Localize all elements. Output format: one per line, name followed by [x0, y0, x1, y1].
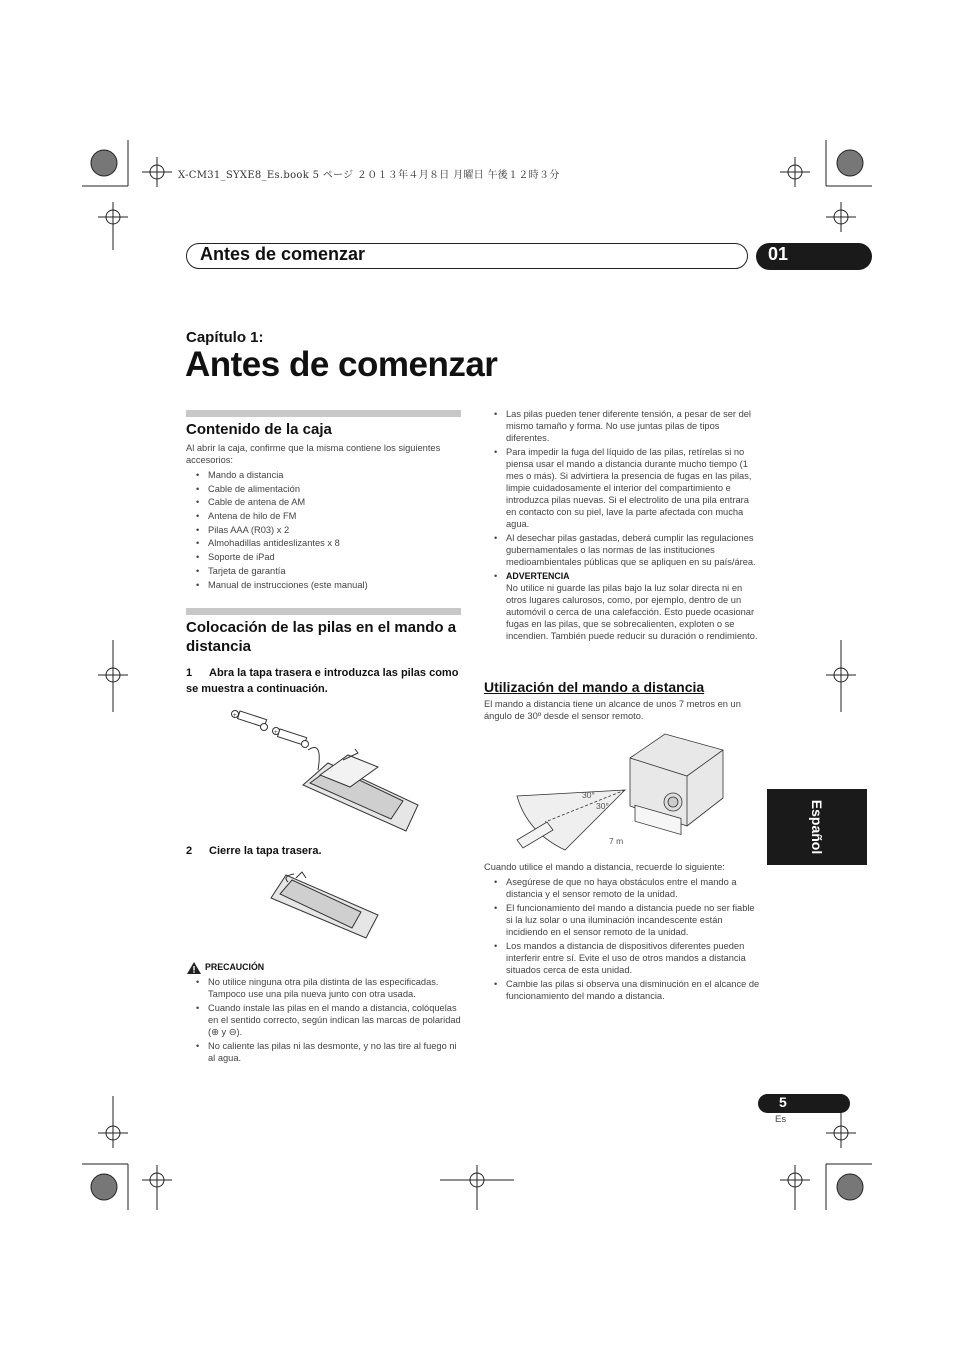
page-number-badge [758, 1094, 850, 1113]
list-item: • Almohadillas antideslizantes x 8 [186, 537, 461, 549]
step-1-number: 1 [186, 667, 193, 679]
list-item: • Cable de alimentación [186, 483, 461, 495]
list-item: • Mando a distancia [186, 469, 461, 481]
caution-label: PRECAUCIÓN [205, 962, 265, 972]
step-2 [186, 843, 461, 859]
step-2-number: 2 [186, 845, 193, 857]
caution-list [186, 976, 462, 1066]
warning-item [484, 570, 758, 642]
book-info-line: X-CM31_SYXE8_Es.book 5 ページ ２０１３年４月８日 月曜日 午後１２時３分 [178, 170, 560, 181]
list-item: • Al desechar pilas gastadas, deberá cumplir las regulaciones gubernamentales o las normas de las instituciones medioambientales públicas que se apliquen en su país/área. [484, 532, 758, 568]
svg-text:+: + [233, 713, 237, 719]
section-bar [186, 410, 461, 417]
header-title: Antes de comenzar [200, 244, 366, 264]
distance-label: 7 m [609, 836, 624, 846]
remote-use-lead: Cuando utilice el mando a distancia, recuerde lo siguiente: [484, 862, 725, 872]
list-item: • No utilice ninguna otra pila distinta de las especificadas. Tampoco use una pila nueva junto con otra usada. [186, 976, 462, 1000]
batteries-section [186, 618, 461, 656]
angle-bottom-label: 30° [596, 801, 609, 811]
caution-icon [187, 962, 201, 974]
step-1-text: Abra la tapa trasera e introduzca las pilas como se muestra a continuación. [186, 667, 459, 695]
list-item: • Las pilas pueden tener diferente tensión, a pesar de ser del mismo tamaño y forma. No use juntas pilas de tipos diferentes. [484, 408, 758, 444]
list-item: • Pilas AAA (R03) x 2 [186, 524, 461, 536]
remote-use-section [484, 678, 758, 722]
language-tab-label: Español [809, 799, 825, 855]
list-item: • Los mandos a distancia de dispositivos diferentes pueden interferir entre sí. Evite el uso de otros mandos a distancia situados cerca de esta unidad. [484, 940, 760, 976]
warning-text: No utilice ni guarde las pilas bajo la luz solar directa ni en otros lugares calurosos, como, por ejemplo, dentro de un automóvil o cerca de una calefacción. Esto puede ocasionar fugas en las pilas, que se sobrecalienten, exploten o se incendien. También puede reducir su duración o rendimiento. [506, 583, 758, 641]
list-item: • Tarjeta de garantía [186, 565, 461, 577]
list-item: • Soporte de iPad [186, 551, 461, 563]
page-number: 5 [779, 1094, 787, 1110]
remote-range-diagram [505, 728, 765, 853]
list-item: • Cable de antena de AM [186, 496, 461, 508]
box-contents-heading: Contenido de la caja [186, 421, 332, 438]
battery-notes-list [484, 408, 758, 644]
svg-text:+: + [274, 730, 278, 736]
list-item: • Manual de instrucciones (este manual) [186, 579, 461, 591]
list-item: • Antena de hilo de FM [186, 510, 461, 522]
accessories-list [186, 469, 461, 591]
battery-insertion-illustration [228, 705, 428, 835]
warning-label: • ADVERTENCIA [506, 571, 570, 581]
page-language-code: Es [775, 1114, 787, 1125]
list-item: • Cambie las pilas si observa una disminución en el alcance de funcionamiento del mando a distancia. [484, 978, 760, 1002]
list-item: • Para impedir la fuga del líquido de las pilas, retírelas si no piensa usar el mando a distancia durante mucho tiempo (1 mes o más). Si advirtiera la presencia de fugas en las pilas, limpie cuidadosamente el interior del compartimiento e introduzca pilas nuevas. Si el electrolito de una pila entrara en contacto con su piel, lave la parte afectada con mucha agua. [484, 446, 758, 530]
page-title: Antes de comenzar [185, 345, 498, 384]
chapter-label: Capítulo 1: [186, 329, 264, 346]
step-1 [186, 665, 461, 697]
close-cover-illustration [266, 870, 386, 940]
remote-use-heading: Utilización del mando a distancia [484, 679, 705, 695]
list-item: • El funcionamiento del mando a distancia puede no ser fiable si la luz solar o una iluminación incandescente están incidiendo en el sensor remoto de la unidad. [484, 902, 760, 938]
remote-use-list [484, 876, 760, 1004]
step-2-text: Cierre la tapa trasera. [209, 845, 322, 857]
section-bar [186, 608, 461, 615]
box-contents-section [186, 420, 461, 592]
list-item: • Asegúrese de que no haya obstáculos entre el mando a distancia y el sensor remoto de la unidad. [484, 876, 760, 900]
list-item: • No caliente las pilas ni las desmonte, y no las tire al fuego ni al agua. [186, 1040, 462, 1064]
angle-top-label: 30° [582, 790, 595, 800]
batteries-heading: Colocación de las pilas en el mando a distancia [186, 619, 457, 655]
list-item: • Cuando instale las pilas en el mando a distancia, colóquelas en el sentido correcto, según indican las marcas de polaridad (⊕ y ⊖). [186, 1002, 462, 1038]
box-contents-intro: Al abrir la caja, confirme que la misma contiene los siguientes accesorios: [186, 443, 441, 465]
chapter-number: 01 [768, 244, 789, 264]
remote-use-intro: El mando a distancia tiene un alcance de unos 7 metros en un ángulo de 30º desde el sensor remoto. [484, 699, 741, 721]
